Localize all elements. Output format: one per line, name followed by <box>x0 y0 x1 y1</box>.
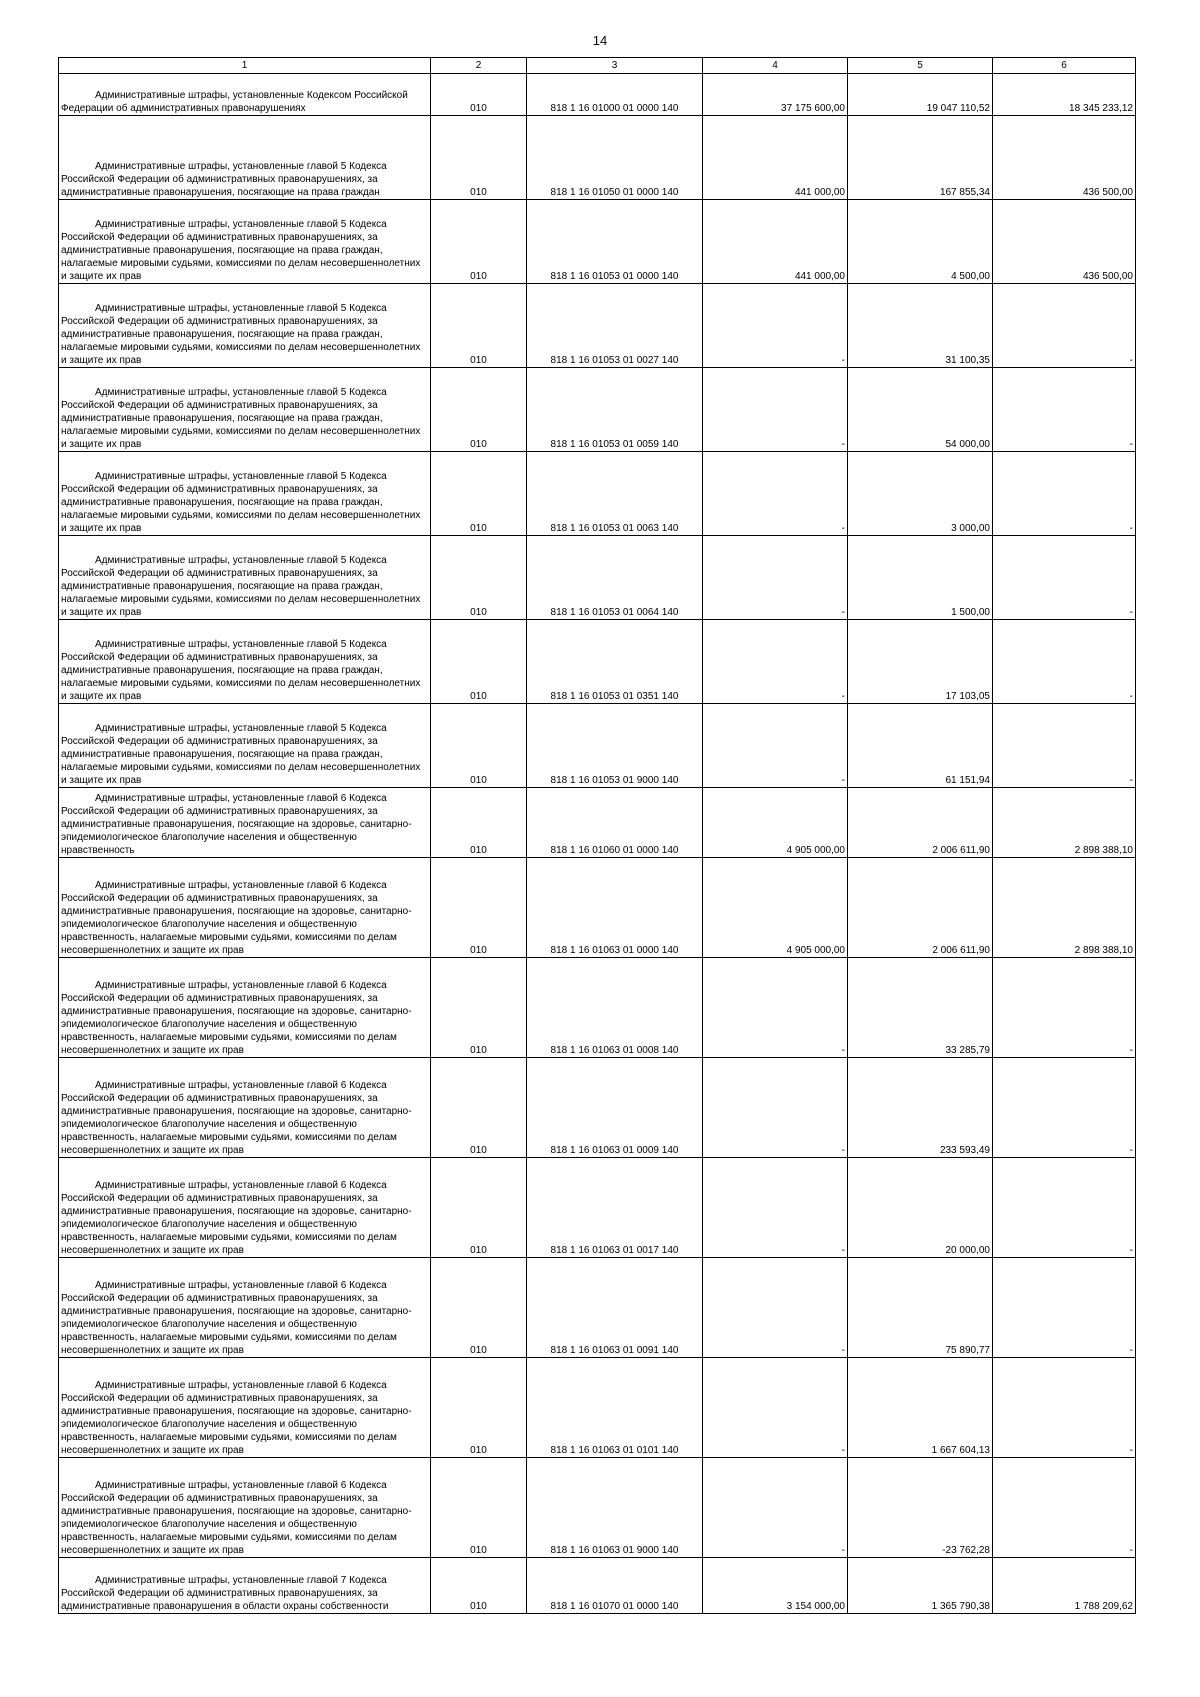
row-name-cell <box>59 452 431 536</box>
row-line-code-cell: 010 <box>431 1358 527 1458</box>
row-value-5-cell: 19 047 110,52 <box>848 74 993 116</box>
row-name-cell <box>59 200 431 284</box>
row-value-4-cell: - <box>703 704 848 788</box>
row-value-5-cell: -23 762,28 <box>848 1458 993 1558</box>
row-name-cell <box>59 1358 431 1458</box>
row-name-text: Административные штрафы, установленные главой 6 Кодекса Российской Федерации об административных правонарушениях, за административные правонарушения, посягающие на здоровье, санитарно-эпидемиологическое благополучие населения и общественную нравственность <box>61 793 412 856</box>
table-row <box>59 1558 1136 1614</box>
row-name-text: Административные штрафы, установленные главой 6 Кодекса Российской Федерации об административных правонарушениях, за административные правонарушения, посягающие на здоровье, санитарно-эпидемиологическое благополучие населения и общественную нравственность, налагаемые мировыми судьями, комиссиями по делам несовершеннолетних и защите их прав <box>61 1280 412 1356</box>
row-value-6-cell: - <box>993 1458 1136 1558</box>
row-value-6-cell: 436 500,00 <box>993 200 1136 284</box>
row-value-4-cell: - <box>703 1258 848 1358</box>
row-value-6-cell: - <box>993 536 1136 620</box>
table-row <box>59 1058 1136 1158</box>
table-row <box>59 284 1136 368</box>
row-value-4-cell: 441 000,00 <box>703 200 848 284</box>
row-value-4-cell: 4 905 000,00 <box>703 788 848 858</box>
row-line-code-cell: 010 <box>431 1558 527 1614</box>
table-row <box>59 74 1136 116</box>
column-header-4: 4 <box>703 58 848 74</box>
row-line-code-cell: 010 <box>431 1058 527 1158</box>
row-line-code-cell: 010 <box>431 74 527 116</box>
row-value-4-cell: - <box>703 1058 848 1158</box>
row-value-5-cell: 54 000,00 <box>848 368 993 452</box>
row-value-6-cell: - <box>993 452 1136 536</box>
row-budget-code-cell: 818 1 16 01063 01 0009 140 <box>527 1058 703 1158</box>
table-row <box>59 1258 1136 1358</box>
table-row <box>59 536 1136 620</box>
row-name-text: Административные штрафы, установленные главой 5 Кодекса Российской Федерации об административных правонарушениях, за административные правонарушения, посягающие на права граждан, налагаемые мировыми судьями, комиссиями по делам несовершеннолетних и защите их прав <box>61 555 421 618</box>
table-row <box>59 788 1136 858</box>
row-value-4-cell: - <box>703 536 848 620</box>
row-line-code-cell: 010 <box>431 620 527 704</box>
row-line-code-cell: 010 <box>431 536 527 620</box>
revenue-report-table <box>58 57 1136 1614</box>
table-row <box>59 858 1136 958</box>
row-line-code-cell: 010 <box>431 704 527 788</box>
row-value-5-cell: 1 500,00 <box>848 536 993 620</box>
row-name-text: Административные штрафы, установленные главой 7 Кодекса Российской Федерации об административных правонарушениях, за административные правонарушения в области охраны собственности <box>61 1575 389 1612</box>
row-name-text: Административные штрафы, установленные главой 6 Кодекса Российской Федерации об административных правонарушениях, за административные правонарушения, посягающие на здоровье, санитарно-эпидемиологическое благополучие населения и общественную нравственность, налагаемые мировыми судьями, комиссиями по делам несовершеннолетних и защите их прав <box>61 880 412 956</box>
row-line-code-cell: 010 <box>431 368 527 452</box>
row-name-cell <box>59 536 431 620</box>
row-name-cell <box>59 1158 431 1258</box>
table-row <box>59 368 1136 452</box>
row-value-5-cell: 2 006 611,90 <box>848 858 993 958</box>
row-value-6-cell: 436 500,00 <box>993 116 1136 200</box>
row-name-text: Административные штрафы, установленные главой 5 Кодекса Российской Федерации об административных правонарушениях, за административные правонарушения, посягающие на права граждан, налагаемые мировыми судьями, комиссиями по делам несовершеннолетних и защите их прав <box>61 471 421 534</box>
row-value-5-cell: 1 365 790,38 <box>848 1558 993 1614</box>
row-budget-code-cell: 818 1 16 01053 01 0000 140 <box>527 200 703 284</box>
row-value-4-cell: - <box>703 1458 848 1558</box>
row-name-text: Административные штрафы, установленные главой 5 Кодекса Российской Федерации об административных правонарушениях, за административные правонарушения, посягающие на права граждан, налагаемые мировыми судьями, комиссиями по делам несовершеннолетних и защите их прав <box>61 219 421 282</box>
row-name-cell <box>59 620 431 704</box>
row-line-code-cell: 010 <box>431 200 527 284</box>
row-value-5-cell: 2 006 611,90 <box>848 788 993 858</box>
row-name-cell <box>59 704 431 788</box>
row-budget-code-cell: 818 1 16 01063 01 0008 140 <box>527 958 703 1058</box>
row-value-5-cell: 167 855,34 <box>848 116 993 200</box>
row-value-4-cell: 37 175 600,00 <box>703 74 848 116</box>
row-name-cell <box>59 1458 431 1558</box>
table-row <box>59 1358 1136 1458</box>
row-name-text: Административные штрафы, установленные главой 6 Кодекса Российской Федерации об административных правонарушениях, за административные правонарушения, посягающие на здоровье, санитарно-эпидемиологическое благополучие населения и общественную нравственность, налагаемые мировыми судьями, комиссиями по делам несовершеннолетних и защите их прав <box>61 1080 412 1156</box>
row-value-5-cell: 1 667 604,13 <box>848 1358 993 1458</box>
table-row <box>59 1158 1136 1258</box>
row-value-5-cell: 3 000,00 <box>848 452 993 536</box>
row-name-text: Административные штрафы, установленные главой 6 Кодекса Российской Федерации об административных правонарушениях, за административные правонарушения, посягающие на здоровье, санитарно-эпидемиологическое благополучие населения и общественную нравственность, налагаемые мировыми судьями, комиссиями по делам несовершеннолетних и защите их прав <box>61 980 412 1056</box>
row-name-cell <box>59 284 431 368</box>
row-value-4-cell: - <box>703 284 848 368</box>
row-name-cell <box>59 788 431 858</box>
row-value-6-cell: - <box>993 620 1136 704</box>
column-number-header-row <box>59 58 1136 74</box>
row-value-6-cell: - <box>993 1258 1136 1358</box>
row-value-6-cell: - <box>993 704 1136 788</box>
row-name-text: Административные штрафы, установленные главой 5 Кодекса Российской Федерации об административных правонарушениях, за административные правонарушения, посягающие на права граждан, налагаемые мировыми судьями, комиссиями по делам несовершеннолетних и защите их прав <box>61 387 421 450</box>
row-line-code-cell: 010 <box>431 1158 527 1258</box>
row-value-5-cell: 31 100,35 <box>848 284 993 368</box>
row-budget-code-cell: 818 1 16 01063 01 0101 140 <box>527 1358 703 1458</box>
row-value-5-cell: 33 285,79 <box>848 958 993 1058</box>
row-line-code-cell: 010 <box>431 452 527 536</box>
row-value-6-cell: 2 898 388,10 <box>993 788 1136 858</box>
row-value-6-cell: 2 898 388,10 <box>993 858 1136 958</box>
row-name-cell <box>59 1258 431 1358</box>
row-value-4-cell: - <box>703 452 848 536</box>
row-value-6-cell: - <box>993 368 1136 452</box>
row-value-4-cell: - <box>703 958 848 1058</box>
row-line-code-cell: 010 <box>431 858 527 958</box>
row-name-cell <box>59 1058 431 1158</box>
column-header-5: 5 <box>848 58 993 74</box>
row-value-4-cell: - <box>703 1158 848 1258</box>
row-name-text: Административные штрафы, установленные Кодексом Российской Федерации об административных правонарушениях <box>61 90 408 114</box>
row-name-cell <box>59 1558 431 1614</box>
row-name-text: Административные штрафы, установленные главой 6 Кодекса Российской Федерации об административных правонарушениях, за административные правонарушения, посягающие на здоровье, санитарно-эпидемиологическое благополучие населения и общественную нравственность, налагаемые мировыми судьями, комиссиями по делам несовершеннолетних и защите их прав <box>61 1480 412 1556</box>
row-budget-code-cell: 818 1 16 01053 01 0059 140 <box>527 368 703 452</box>
row-budget-code-cell: 818 1 16 01063 01 9000 140 <box>527 1458 703 1558</box>
row-budget-code-cell: 818 1 16 01063 01 0000 140 <box>527 858 703 958</box>
row-value-5-cell: 4 500,00 <box>848 200 993 284</box>
row-budget-code-cell: 818 1 16 01053 01 0064 140 <box>527 536 703 620</box>
row-budget-code-cell: 818 1 16 01053 01 0351 140 <box>527 620 703 704</box>
row-line-code-cell: 010 <box>431 788 527 858</box>
row-value-6-cell: - <box>993 958 1136 1058</box>
table-row <box>59 116 1136 200</box>
row-value-5-cell: 75 890,77 <box>848 1258 993 1358</box>
row-name-cell <box>59 74 431 116</box>
table-row <box>59 704 1136 788</box>
row-value-4-cell: - <box>703 620 848 704</box>
table-row <box>59 958 1136 1058</box>
column-header-3: 3 <box>527 58 703 74</box>
column-header-6: 6 <box>993 58 1136 74</box>
row-value-6-cell: - <box>993 1058 1136 1158</box>
row-line-code-cell: 010 <box>431 284 527 368</box>
page-number: 14 <box>592 33 608 48</box>
row-value-4-cell: 441 000,00 <box>703 116 848 200</box>
row-value-6-cell: - <box>993 1358 1136 1458</box>
row-value-4-cell: - <box>703 368 848 452</box>
row-budget-code-cell: 818 1 16 01050 01 0000 140 <box>527 116 703 200</box>
table-row <box>59 200 1136 284</box>
row-name-cell <box>59 116 431 200</box>
report-body <box>59 74 1136 1614</box>
row-value-5-cell: 233 593,49 <box>848 1058 993 1158</box>
column-header-1: 1 <box>59 58 431 74</box>
table-row <box>59 1458 1136 1558</box>
row-budget-code-cell: 818 1 16 01060 01 0000 140 <box>527 788 703 858</box>
row-name-text: Административные штрафы, установленные главой 6 Кодекса Российской Федерации об административных правонарушениях, за административные правонарушения, посягающие на здоровье, санитарно-эпидемиологическое благополучие населения и общественную нравственность, налагаемые мировыми судьями, комиссиями по делам несовершеннолетних и защите их прав <box>61 1380 412 1456</box>
table-row <box>59 620 1136 704</box>
row-budget-code-cell: 818 1 16 01063 01 0091 140 <box>527 1258 703 1358</box>
row-name-cell <box>59 368 431 452</box>
row-line-code-cell: 010 <box>431 1458 527 1558</box>
row-value-6-cell: 1 788 209,62 <box>993 1558 1136 1614</box>
row-budget-code-cell: 818 1 16 01053 01 0063 140 <box>527 452 703 536</box>
row-value-5-cell: 17 103,05 <box>848 620 993 704</box>
row-budget-code-cell: 818 1 16 01070 01 0000 140 <box>527 1558 703 1614</box>
row-value-6-cell: - <box>993 1158 1136 1258</box>
row-line-code-cell: 010 <box>431 116 527 200</box>
row-value-6-cell: - <box>993 284 1136 368</box>
row-name-text: Административные штрафы, установленные главой 6 Кодекса Российской Федерации об административных правонарушениях, за административные правонарушения, посягающие на здоровье, санитарно-эпидемиологическое благополучие населения и общественную нравственность, налагаемые мировыми судьями, комиссиями по делам несовершеннолетних и защите их прав <box>61 1180 412 1256</box>
row-value-5-cell: 20 000,00 <box>848 1158 993 1258</box>
row-budget-code-cell: 818 1 16 01000 01 0000 140 <box>527 74 703 116</box>
row-name-text: Административные штрафы, установленные главой 5 Кодекса Российской Федерации об административных правонарушениях, за административные правонарушения, посягающие на права граждан <box>61 161 387 198</box>
row-value-4-cell: - <box>703 1358 848 1458</box>
row-name-text: Административные штрафы, установленные главой 5 Кодекса Российской Федерации об административных правонарушениях, за административные правонарушения, посягающие на права граждан, налагаемые мировыми судьями, комиссиями по делам несовершеннолетних и защите их прав <box>61 639 421 702</box>
row-budget-code-cell: 818 1 16 01053 01 9000 140 <box>527 704 703 788</box>
row-name-cell <box>59 858 431 958</box>
row-line-code-cell: 010 <box>431 958 527 1058</box>
row-budget-code-cell: 818 1 16 01053 01 0027 140 <box>527 284 703 368</box>
row-budget-code-cell: 818 1 16 01063 01 0017 140 <box>527 1158 703 1258</box>
column-header-2: 2 <box>431 58 527 74</box>
table-row <box>59 452 1136 536</box>
row-line-code-cell: 010 <box>431 1258 527 1358</box>
row-value-5-cell: 61 151,94 <box>848 704 993 788</box>
row-value-4-cell: 4 905 000,00 <box>703 858 848 958</box>
row-value-4-cell: 3 154 000,00 <box>703 1558 848 1614</box>
row-name-text: Административные штрафы, установленные главой 5 Кодекса Российской Федерации об административных правонарушениях, за административные правонарушения, посягающие на права граждан, налагаемые мировыми судьями, комиссиями по делам несовершеннолетних и защите их прав <box>61 723 421 786</box>
row-name-cell <box>59 958 431 1058</box>
row-value-6-cell: 18 345 233,12 <box>993 74 1136 116</box>
row-name-text: Административные штрафы, установленные главой 5 Кодекса Российской Федерации об административных правонарушениях, за административные правонарушения, посягающие на права граждан, налагаемые мировыми судьями, комиссиями по делам несовершеннолетних и защите их прав <box>61 303 421 366</box>
